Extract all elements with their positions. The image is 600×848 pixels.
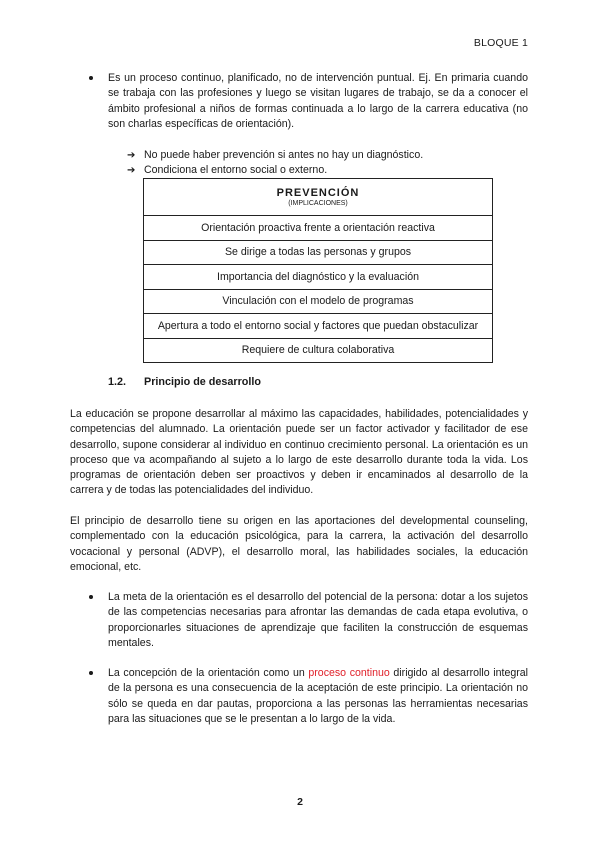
table-row: Importancia del diagnóstico y la evaluación xyxy=(144,265,493,290)
bullet-icon xyxy=(89,595,93,599)
arrow-list-item xyxy=(127,148,424,163)
paragraph-text: El principio de desarrollo tiene su origen en las aportaciones del developmental counseling, complementado con la educación psicológica, para la carrera, la activación del desarrollo vocacional y personal (ADVP), el desarrollo moral, las habilidades sociales, la educación emocional, etc. xyxy=(70,515,528,573)
arrow-item-text: Condiciona el entorno social o externo. xyxy=(144,164,328,176)
section-number: 1.2. xyxy=(108,376,127,388)
table-title: PREVENCIÓN xyxy=(276,187,360,199)
bullet-text xyxy=(108,666,528,727)
table-row: Vinculación con el modelo de programas xyxy=(144,289,493,314)
bullet-text-part: dirigido al desarrollo integral de la persona es una consecuencia de la aceptación de este principio. La orientación no sólo se queda en dar pautas, proporciona a las personas las herramientas necesarias para las situaciones que se le presentan a lo largo de la vida. xyxy=(108,667,528,725)
bullet-icon xyxy=(89,76,93,80)
bullet-text: La meta de la orientación es el desarrollo del potencial de la persona: dotar a los sujetos de las competencias necesarias para afrontar las demandas de cada etapa evolutiva, o proporcionarles situaciones de aprendizaje que faciliten la construcción de esquemas mentales. xyxy=(108,591,528,649)
arrow-list-item xyxy=(127,163,328,178)
page-number: 2 xyxy=(297,796,303,808)
paragraph-text: La educación se propone desarrollar al máximo las capacidades, habilidades, potencialidades y competencias del alumnado. La orientación puede ser un factor activador y facilitador de ese desarrollo, supone considerar al individuo en continuo crecimiento personal. La orientación es un proceso que va acompañando al sujeto a lo largo de este desarrollo durante toda la vida. Los programas de orientación deben ser proactivos y deben ir encaminados al desarrollo de la carrera y de todas las potencialidades del individuo. xyxy=(70,408,528,497)
table-row: Apertura a todo el entorno social y factores que puedan obstaculizar xyxy=(144,314,493,339)
right-arrow-icon: ➔ xyxy=(127,165,136,176)
bullet-item xyxy=(108,666,528,727)
section-heading xyxy=(108,376,261,388)
table-row: Se dirige a todas las personas y grupos xyxy=(144,240,493,265)
prevention-table xyxy=(143,178,493,363)
right-arrow-icon: ➔ xyxy=(127,150,136,161)
bullet-item xyxy=(108,590,528,651)
table-row: Orientación proactiva frente a orientación reactiva xyxy=(144,216,493,241)
table-subtitle: (IMPLICACIONES) xyxy=(288,200,348,207)
page-header: BLOQUE 1 xyxy=(473,37,528,49)
paragraph xyxy=(70,514,528,575)
arrow-item-text: No puede haber prevención si antes no hay un diagnóstico. xyxy=(144,149,424,161)
table-row: Requiere de cultura colaborativa xyxy=(144,338,493,363)
bullet-icon xyxy=(89,671,93,675)
bullet-text: Es un proceso continuo, planificado, no de intervención puntual. Ej. En primaria cuando se trabaja con las profesiones y luego se visitan lugares de trabajo, se da a conocer el ámbito profesional a niños de formas continuada a lo largo de la carrera educativa (no son charlas específicas de orientación). xyxy=(108,72,528,130)
paragraph xyxy=(70,407,528,499)
section-title: Principio de desarrollo xyxy=(144,376,261,388)
bullet-text-part: La concepción de la orientación como un xyxy=(108,667,309,679)
table-header-cell xyxy=(144,179,493,216)
highlighted-phrase: proceso continuo xyxy=(308,667,390,679)
bullet-item xyxy=(108,71,528,132)
